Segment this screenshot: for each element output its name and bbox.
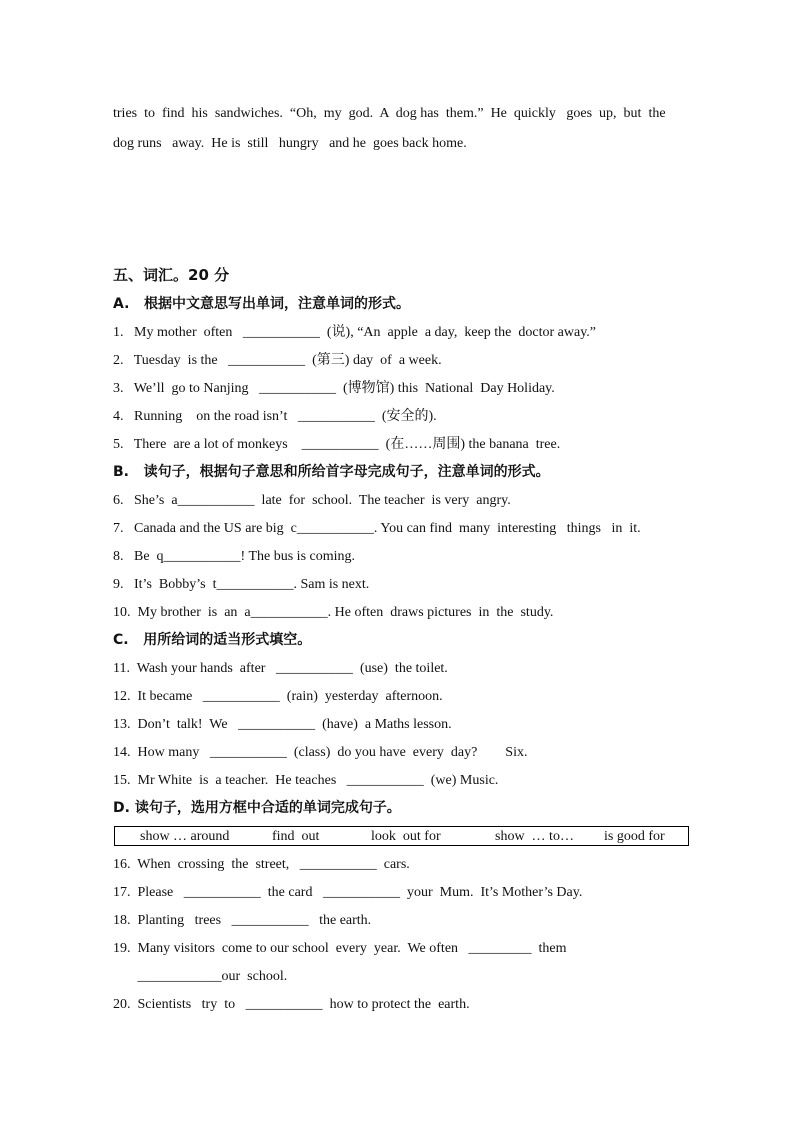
question-13: 13. Don’t talk! We ___________ (have) a Maths lesson. (113, 717, 452, 732)
question-4: 4. Running on the road isn’t ___________ (安全的). (113, 409, 437, 424)
part-c-title: C. 用所给词的适当形式填空。 (113, 632, 312, 648)
word-box-option-4: show … to… (495, 829, 574, 844)
question-6: 6. She’s a___________ late for school. The teacher is very angry. (113, 493, 511, 508)
part-a-title: A. 根据中文意思写出单词，注意单词的形式。 (113, 296, 411, 312)
question-11: 11. Wash your hands after ___________ (use) the toilet. (113, 661, 448, 676)
question-20: 20. Scientists try to ___________ how to protect the earth. (113, 997, 470, 1012)
question-9: 9. It’s Bobby’s t___________. Sam is next. (113, 577, 370, 592)
part-b-title: B. 读句子，根据句子意思和所给首字母完成句子，注意单词的形式。 (113, 464, 550, 480)
passage-line-2: dog runs away. He is still hungry and he goes back home. (113, 136, 467, 151)
word-box (114, 826, 689, 846)
question-1: 1. My mother often ___________ (说), “An apple a day, keep the doctor away.” (113, 325, 596, 340)
question-10: 10. My brother is an a___________. He often draws pictures in the study. (113, 605, 554, 620)
question-19-continued: ____________our school. (113, 969, 288, 984)
question-19: 19. Many visitors come to our school every year. We often _________ them (113, 941, 567, 956)
question-3: 3. We’ll go to Nanjing ___________ (博物馆) this National Day Holiday. (113, 381, 555, 396)
question-5: 5. There are a lot of monkeys ___________ (在……周围) the banana tree. (113, 437, 561, 452)
word-box-option-2: find out (272, 829, 320, 844)
part-d-title: D. 读句子，选用方框中合适的单词完成句子。 (113, 800, 401, 816)
section-title: 五、词汇。20 分 (113, 266, 230, 284)
question-12: 12. It became ___________ (rain) yesterday afternoon. (113, 689, 443, 704)
question-15: 15. Mr White is a teacher. He teaches ___________ (we) Music. (113, 773, 499, 788)
passage-line-1: tries to find his sandwiches. “Oh, my god. A dog has them.” He quickly goes up, but the (113, 106, 666, 121)
word-box-option-1: show … around (140, 829, 230, 844)
question-18: 18. Planting trees ___________ the earth. (113, 913, 372, 928)
question-14: 14. How many ___________ (class) do you have every day? Six. (113, 745, 528, 760)
question-2: 2. Tuesday is the ___________ (第三) day of a week. (113, 353, 442, 368)
question-7: 7. Canada and the US are big c___________. You can find many interesting things in it. (113, 521, 641, 536)
question-16: 16. When crossing the street, ___________ cars. (113, 857, 410, 872)
word-box-option-5: is good for (604, 829, 665, 844)
word-box-option-3: look out for (371, 829, 441, 844)
question-17: 17. Please ___________ the card ___________ your Mum. It’s Mother’s Day. (113, 885, 583, 900)
question-8: 8. Be q___________! The bus is coming. (113, 549, 356, 564)
